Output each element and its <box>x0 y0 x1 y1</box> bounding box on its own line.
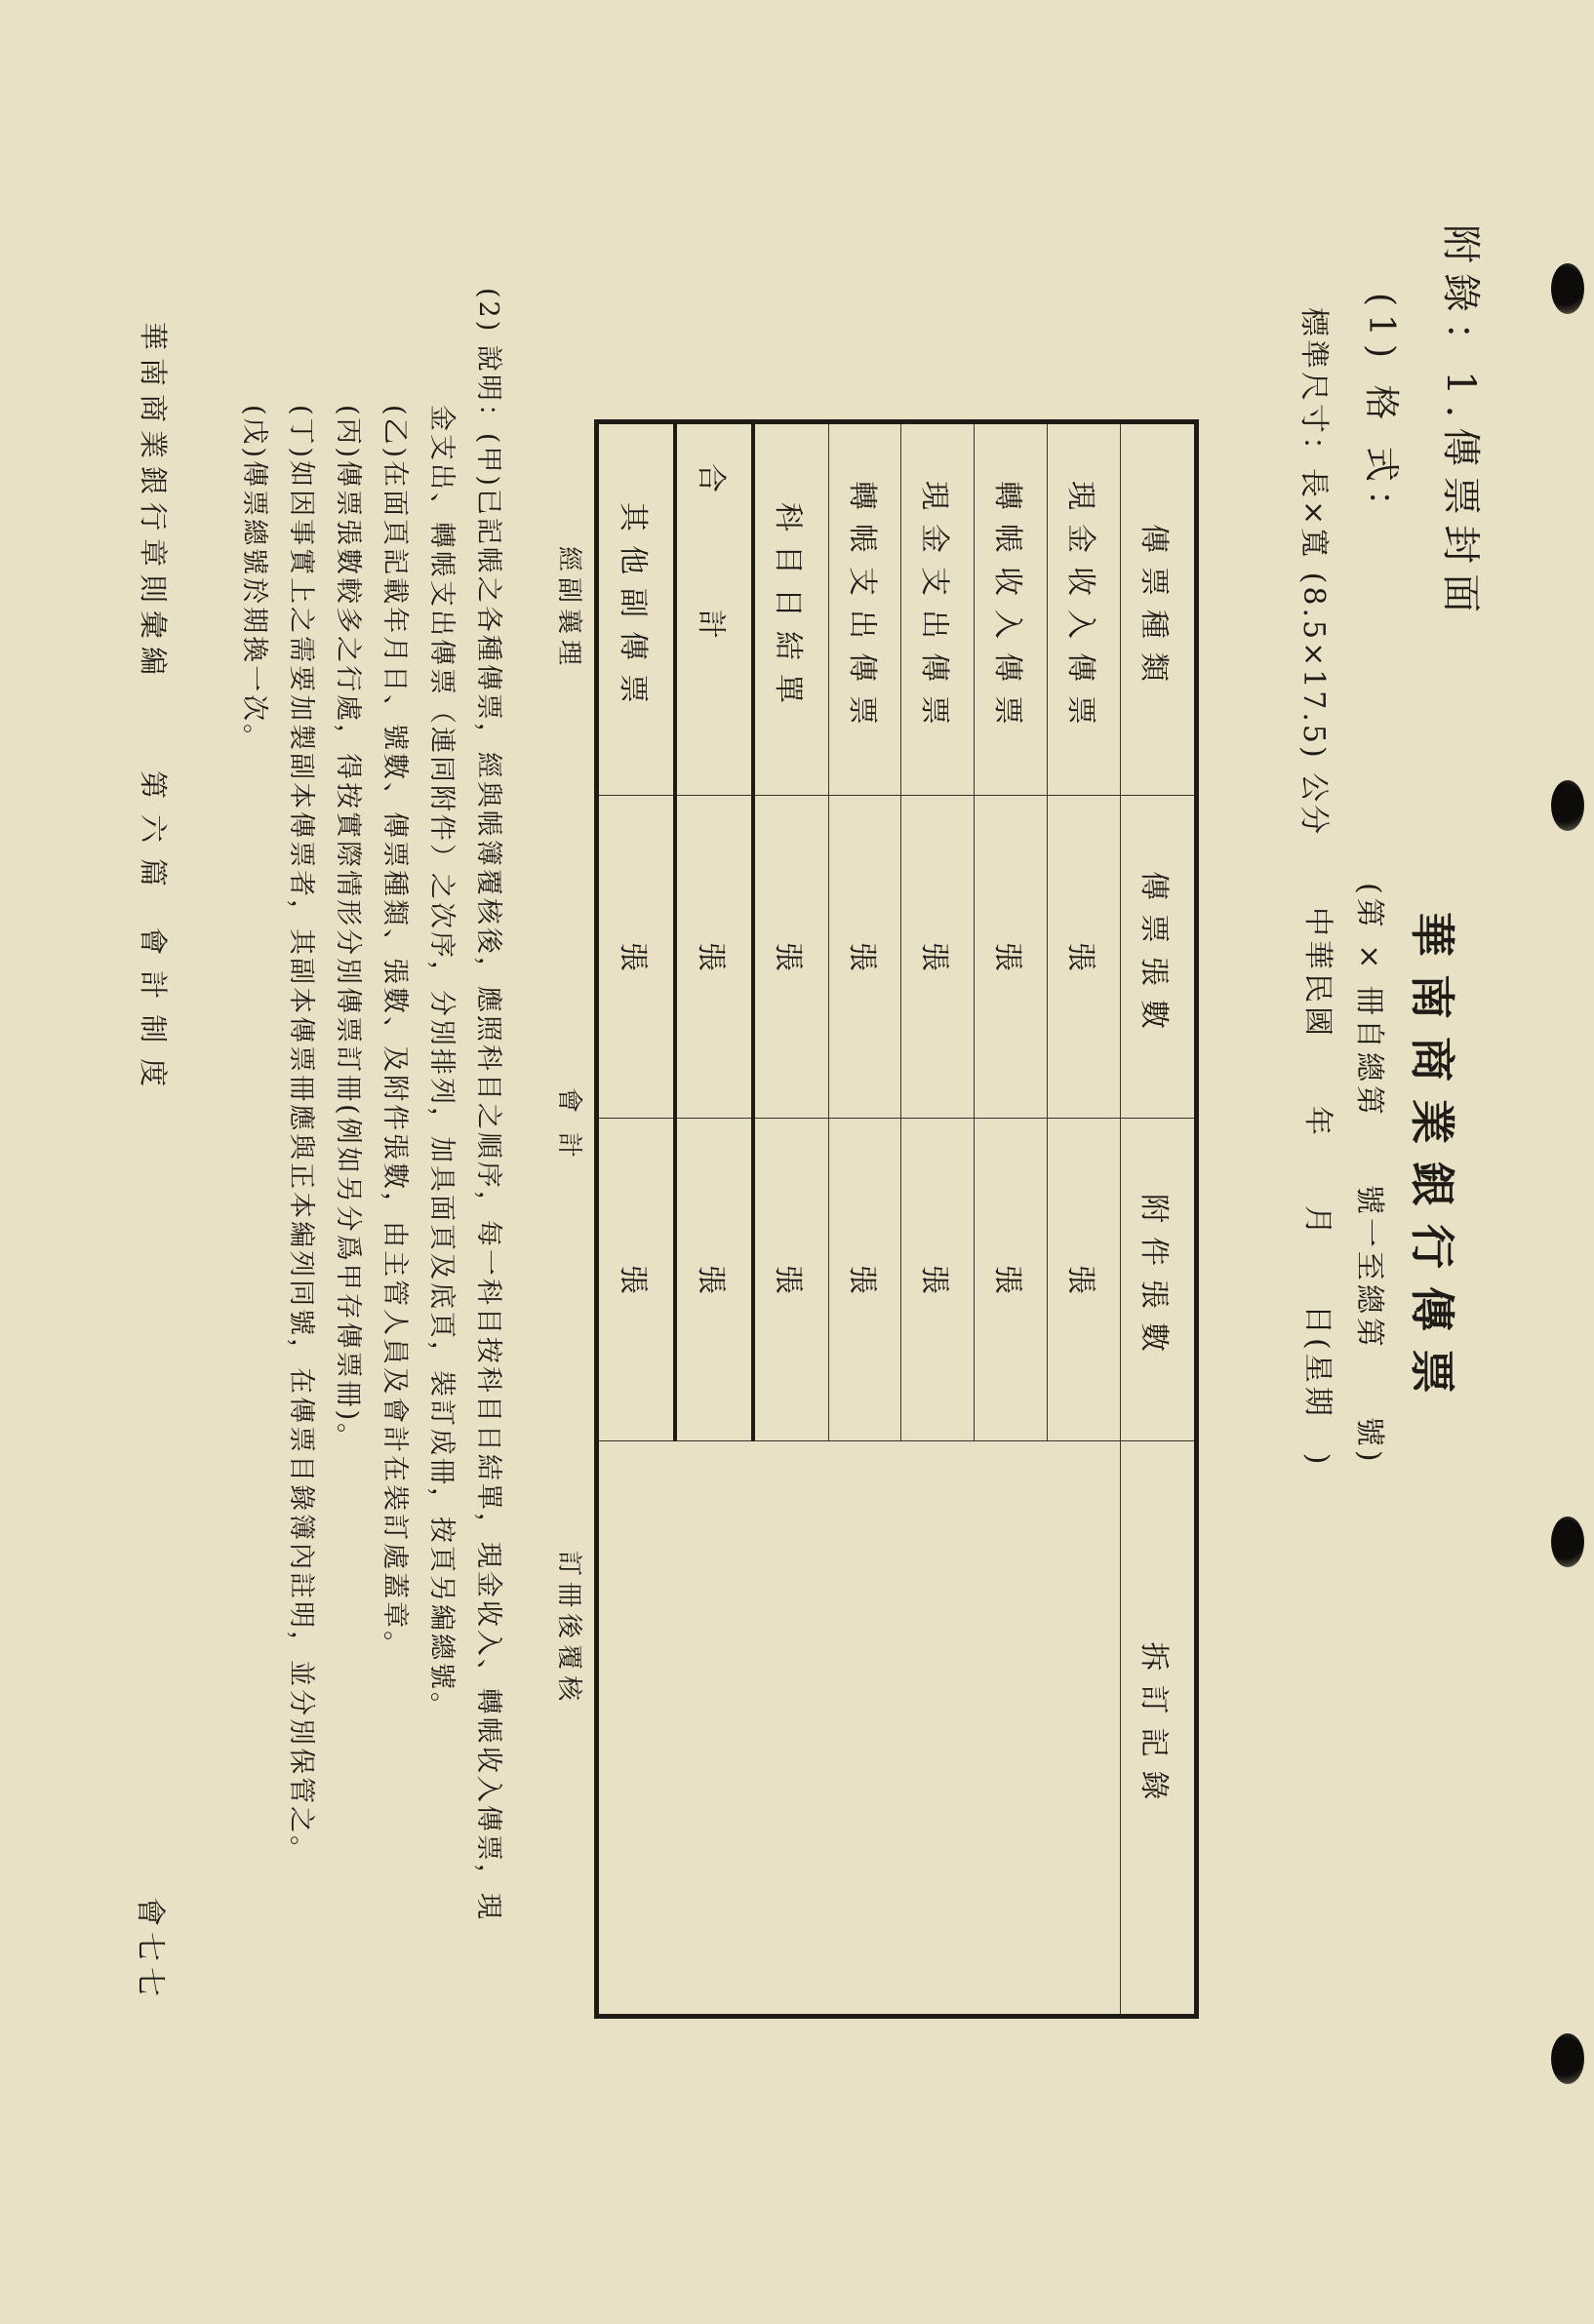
voucher-type-cell: 現金收入傳票 <box>1048 422 1121 796</box>
attachment-count-cell: 張 <box>901 1119 975 1441</box>
binding-record-cell <box>597 1441 1121 2017</box>
explanation-notes <box>230 288 511 1922</box>
header-voucher-type: 傳票種類 <box>1120 422 1196 796</box>
bank-voucher-title: 華南商業銀行傳票 <box>1406 912 1458 1411</box>
attachment-count-cell: 張 <box>1048 1119 1121 1441</box>
book-number-line: (第 × 冊自總第 號一至總第 號) <box>1352 883 1386 1466</box>
voucher-type-cell: 轉帳收入傳票 <box>975 422 1048 796</box>
manager-signature-label: 經副襄理 <box>554 546 583 672</box>
voucher-type-cell: 現金支出傳票 <box>901 422 975 796</box>
note-line: 金支出、轉帳支出傳票（連同附件）之次序，分別排列，加具面頁及底頁，裝訂成冊，按頁另編總號。 <box>426 405 457 1721</box>
voucher-count-cell: 張 <box>597 796 676 1119</box>
voucher-count-cell: 張 <box>901 796 975 1119</box>
attachment-count-cell: 張 <box>597 1119 676 1441</box>
accounting-signature-label: 會計 <box>554 1087 583 1178</box>
binding-review-label: 訂冊後覆核 <box>554 1551 583 1708</box>
footer-chapter: 第六篇 會計制度 <box>137 770 170 1103</box>
footer-book-title: 華南商業銀行章則彙編 <box>137 322 170 684</box>
page-number: 會七七 <box>133 1897 167 2002</box>
voucher-count-cell: 張 <box>828 796 901 1119</box>
table-header-row <box>1120 422 1196 2017</box>
header-binding-record: 拆訂記錄 <box>1120 1441 1196 2017</box>
voucher-count-cell: 張 <box>675 796 753 1119</box>
format-heading: (1) 格 式： <box>1361 293 1401 532</box>
voucher-count-cell: 張 <box>975 796 1048 1119</box>
voucher-count-cell: 張 <box>753 796 828 1119</box>
attachment-count-cell: 張 <box>828 1119 901 1441</box>
note-line: (戊)傳票總號於期換一次。 <box>239 405 269 754</box>
attachment-count-cell: 張 <box>675 1119 753 1441</box>
voucher-type-cell: 科目日結單 <box>753 422 828 796</box>
table-row <box>1048 422 1121 2017</box>
voucher-type-cell: 轉帳支出傳票 <box>828 422 901 796</box>
date-line: 中華民國 年 月 日(星期 ) <box>1300 907 1335 1469</box>
note-line: (丙)傳票張數較多之行處，得按實際情形分別傳票訂冊(例如另分爲甲存傳票冊)。 <box>333 405 363 1453</box>
voucher-type-cell: 合計 <box>675 422 753 796</box>
note-line: (丁)如因事實上之需要加製副本傳票者，其副本傳票冊應與正本編列同號，在傳票目錄簿內註明，並分別保管之。 <box>286 405 316 1866</box>
header-attachment-count: 附件張數 <box>1120 1119 1196 1441</box>
attachment-count-cell: 張 <box>753 1119 828 1441</box>
header-voucher-count: 傳票張數 <box>1120 796 1196 1119</box>
voucher-cover-table <box>594 419 1199 2019</box>
voucher-count-cell: 張 <box>1048 796 1121 1119</box>
note-line: (2) 說明：(甲)已記帳之各種傳票，經與帳簿覆核後，應照科目之順序，每一科目按科目日結單，現金收入、轉帳收入傳票，現 <box>473 288 503 1922</box>
appendix-heading: 附錄：1.傳票封面 <box>1438 224 1483 623</box>
voucher-type-cell: 其他副傳票 <box>597 422 676 796</box>
page-footer <box>135 322 175 1102</box>
attachment-count-cell: 張 <box>975 1119 1048 1441</box>
note-line: (乙)在面頁記載年月日、號數、傳票種類、張數、及附件張數，由主管人員及會計在裝訂處蓋章。 <box>379 405 410 1661</box>
standard-size-line: 標準尺寸：長×寬 (8.5×17.5) 公分 <box>1296 307 1331 838</box>
